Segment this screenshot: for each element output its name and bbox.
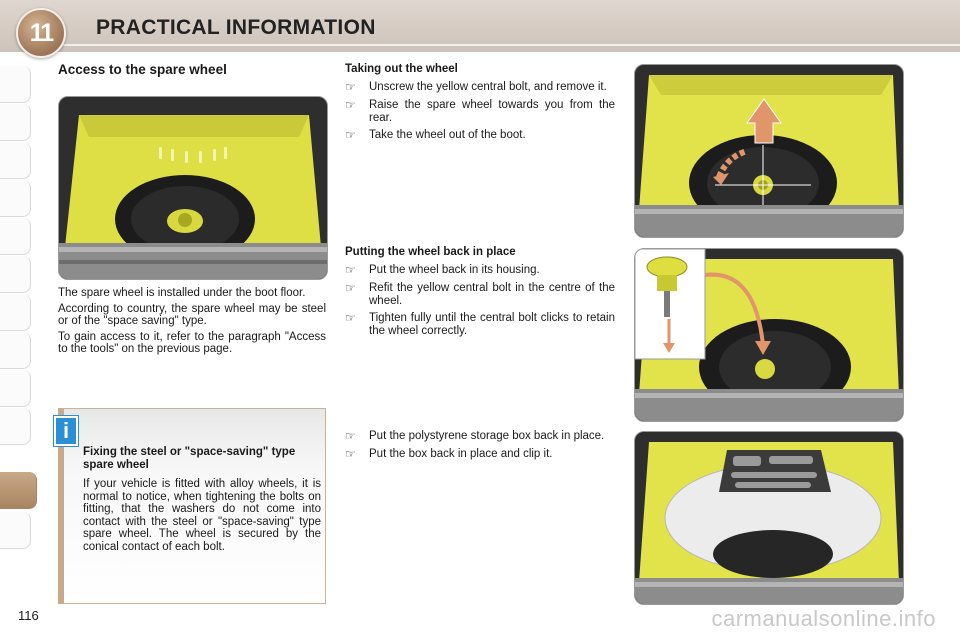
putting-back-photo	[634, 248, 904, 422]
hand-pointer-icon: ☞	[345, 97, 356, 112]
chapter-tab[interactable]	[0, 180, 31, 217]
chapter-tab[interactable]	[0, 104, 31, 141]
final-steps	[345, 430, 615, 466]
step-item	[345, 282, 615, 308]
step-item	[345, 99, 615, 125]
chapter-tab[interactable]	[0, 332, 31, 369]
step-text: Unscrew the yellow central bolt, and remove it.	[369, 81, 607, 93]
step-text: Raise the spare wheel towards you from the rear.	[369, 98, 615, 124]
intro-paragraph: According to country, the spare wheel may be steel or of the "space saving" type.	[58, 302, 326, 327]
intro-paragraph: To gain access to it, refer to the paragraph "Access to the tools" on the previous page.	[58, 330, 326, 355]
chapter-tab[interactable]	[0, 218, 31, 255]
header-rule	[60, 44, 960, 46]
watermark: carmanualsonline.info	[711, 606, 936, 631]
chapter-tab[interactable]	[0, 512, 31, 549]
chapter-tab[interactable]	[0, 142, 31, 179]
step-item	[345, 312, 615, 338]
page-number: 116	[18, 608, 39, 623]
hand-pointer-icon: ☞	[345, 446, 356, 461]
chapter-tab[interactable]	[0, 370, 31, 407]
step-item	[345, 264, 615, 277]
spare-wheel-photo	[58, 96, 328, 280]
hand-pointer-icon: ☞	[345, 128, 356, 143]
info-icon: i	[54, 416, 78, 446]
section-title: Access to the spare wheel	[58, 62, 227, 77]
intro-paragraph: The spare wheel is installed under the boot floor.	[58, 287, 306, 299]
putting-back-heading: Putting the wheel back in place	[345, 246, 516, 258]
step-text: Put the polystyrene storage box back in place.	[369, 430, 605, 442]
hand-pointer-icon: ☞	[345, 429, 356, 443]
step-item	[345, 448, 615, 461]
hand-pointer-icon: ☞	[345, 311, 356, 326]
hand-pointer-icon: ☞	[345, 80, 356, 94]
chapter-tab[interactable]	[0, 66, 31, 103]
chapter-tab[interactable]	[0, 256, 31, 293]
step-text: Put the wheel back in its housing.	[369, 264, 540, 276]
taking-out-steps	[345, 81, 615, 147]
putting-back-steps	[345, 264, 615, 343]
step-item	[345, 430, 615, 443]
step-item	[345, 129, 615, 142]
chapter-tab[interactable]	[0, 408, 31, 445]
taking-out-photo	[634, 64, 904, 238]
chapter-badge: 11	[16, 8, 66, 58]
hand-pointer-icon: ☞	[345, 263, 356, 277]
taking-out-heading: Taking out the wheel	[345, 63, 458, 75]
step-text: Put the box back in place and clip it.	[369, 447, 553, 460]
chapter-tab-active[interactable]	[0, 472, 37, 509]
chapter-tabs	[0, 66, 34, 576]
step-text: Refit the yellow central bolt in the centre of the wheel.	[369, 281, 615, 307]
hand-pointer-icon: ☞	[345, 280, 356, 295]
step-text: Tighten fully until the central bolt clicks to retain the wheel correctly.	[369, 312, 615, 338]
storage-box-photo	[634, 431, 904, 605]
chapter-title: PRACTICAL INFORMATION	[96, 16, 376, 39]
step-item	[345, 81, 615, 94]
info-text: If your vehicle is fitted with alloy wheels, it is normal to notice, when tightening the bolts on fitting, that the washers do not come into contact with the steel or "space-saving" type spare wheel. The wheel is secured by the conical contact of each bolt.	[83, 478, 321, 553]
info-title: Fixing the steel or "space-saving" type spare wheel	[83, 446, 296, 471]
intro-text	[58, 287, 326, 359]
chapter-tab[interactable]	[0, 294, 31, 331]
step-text: Take the wheel out of the boot.	[369, 129, 526, 142]
